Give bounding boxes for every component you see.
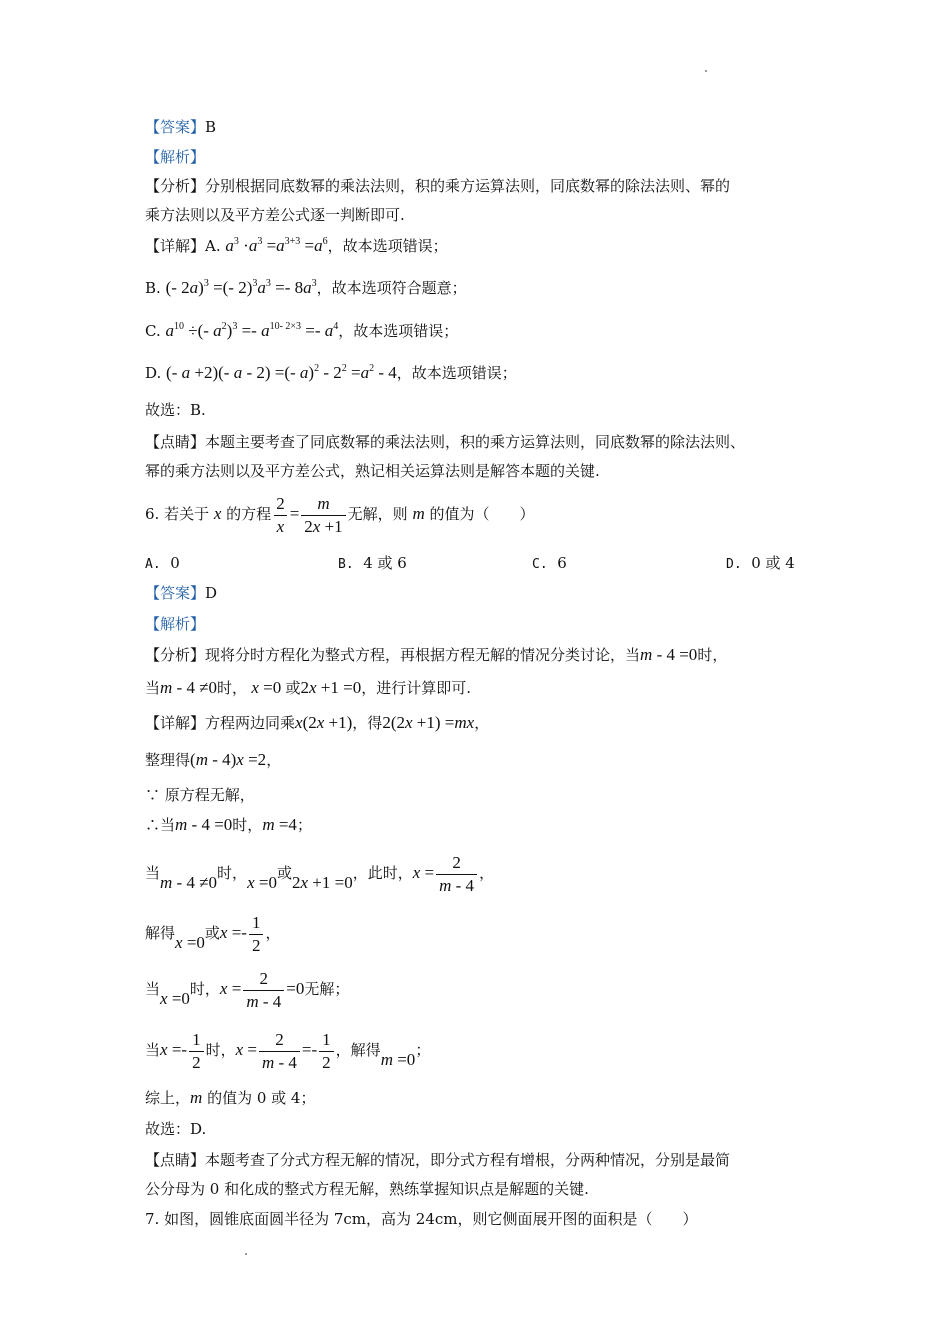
q5-detail-a: 【详解】A. $a^3 \cdot a^3 =a^{3+3} =a^6$，故本选项错误； [145,236,448,255]
fraction-2-over-x: $\frac{2}{x}$ [273,495,288,536]
scan-mark-bottom [245,1253,247,1255]
q5-dianjing-line2: 幂的乘方法则以及平方差公式，熟记相关运算法则是解答本题的关键. [145,462,600,480]
q7-stem: 7. 如图，圆锥底面圆半径为 7cm，高为 24cm，则它侧面展开图的面积是（ ） [145,1210,698,1228]
q6-fenxi-line2: 当m - 4 ≠0时， x =0 或2x +1 =0，进行计算即可. [145,678,471,697]
option-d: D. 0 或 4 [726,554,795,572]
q6-since: ∵ 原方程无解， [145,786,255,804]
q5-detail-c: C. $a^{10}$ ÷(- $a^2)^3 =- a^{10- 2\times 3} =- a^4$，故本选项错误； [145,321,459,340]
q6-analysis-tag: 【解析】 [145,615,206,633]
q5-fenxi-line1: 【分析】分别根据同底数幂的乘法法则，积的乘方运算法则，同底数幂的除法法则、幂的 [145,177,731,195]
q5-dianjing-line1: 【点睛】本题主要考查了同底数幂的乘法法则，积的乘方运算法则，同底数幂的除法法则、 [145,433,746,451]
formula-a: $a^3 \cdot a^3 =a^{3+3} =a^6$ [225,236,328,255]
q5-fenxi-line2: 乘方法则以及平方差公式逐一判断即可. [145,206,405,224]
scan-mark-top [705,70,707,72]
formula-d: (- a +2)(- a - 2) =(- $a)^2 - 2^2 =a^2 - 4$ [166,363,397,382]
formula-b: (- 2a)$^3$ =(- $2)^3a^3 =- 8a^3$ [165,278,317,297]
answer-tag: 【答案】 [145,118,206,136]
fenxi-tag: 【分析】 [145,177,206,195]
q6-conclusion: 综上，m 的值为 0 或 4； [145,1088,316,1107]
q5-answer-line [145,117,216,137]
fraction-m-over-2x1: $\frac{m}{2x +1}$ [301,495,345,536]
q5-detail-d: D. (- a +2)(- a - 2) =(- $a)^2 - 2^2 =a^2 - 4$，故本选项错误； [145,363,517,382]
q5-detail-b: B. (- 2a)$^3$ =(- $2)^3a^3 =- 8a^3$，故本选项符合题意； [145,278,467,297]
q6-answer-line: 【答案】D [145,584,218,602]
option-a: A. 0 [145,554,180,572]
q6-therefore: ∴当m - 4 =0时，m =4； [145,815,312,834]
formula-c: $a^{10}$ ÷(- $a^2)^3 =- a^{10- 2\times 3} =- a^4$ [165,321,339,340]
analysis-tag: 【解析】 [145,148,206,166]
q6-fenxi-line1: 【分析】现将分时方程化为整式方程，再根据方程无解的情况分类讨论，当m - 4 =0时， [145,645,728,664]
q5-choose: 故选：B. [145,401,206,419]
q6-case-line: 当m - 4 ≠0时，x =0或2x +1 =0，此时，x = $\frac{2}{m - 4}$ ， [145,852,495,895]
q6-choose: 故选：D. [145,1120,207,1138]
q6-solve-line: 解得x =0或x =- $\frac{1}{2}$ ， [145,912,281,955]
detail-tag: 【详解】 [145,237,206,255]
answer-value: B [205,118,217,136]
q6-dianjing-line1: 【点睛】本题考查了分式方程无解的情况，即分式方程有增根，分两种情况，分别是最简 [145,1151,731,1169]
option-c: C. 6 [532,554,567,572]
q6-case-xhalf: 当x =- $\frac{1}{2}$ 时，x = $\frac{2}{m - 4}$ =- $\frac{1}{2}$ ，解得m =0； [145,1029,431,1072]
q6-detail-line1: 【详解】方程两边同乘x(2x +1)，得2(2x +1) =mx， [145,713,490,732]
option-b: B. 4 或 6 [338,554,407,572]
q6-stem: 6. 若关于 x 的方程 $\frac{2}{x}$ = $\frac{m}{2x +1}$ 无解，则 m 的值为（ ） [145,493,535,536]
q6-case-x0: 当x =0时，x = $\frac{2}{m - 4}$ =0无解； [145,968,350,1011]
q6-dianjing-line2: 公分母为 0 和化成的整式方程无解，熟练掌握知识点是解题的关键. [145,1180,589,1198]
q6-zhengli: 整理得(m - 4)x =2， [145,750,282,769]
